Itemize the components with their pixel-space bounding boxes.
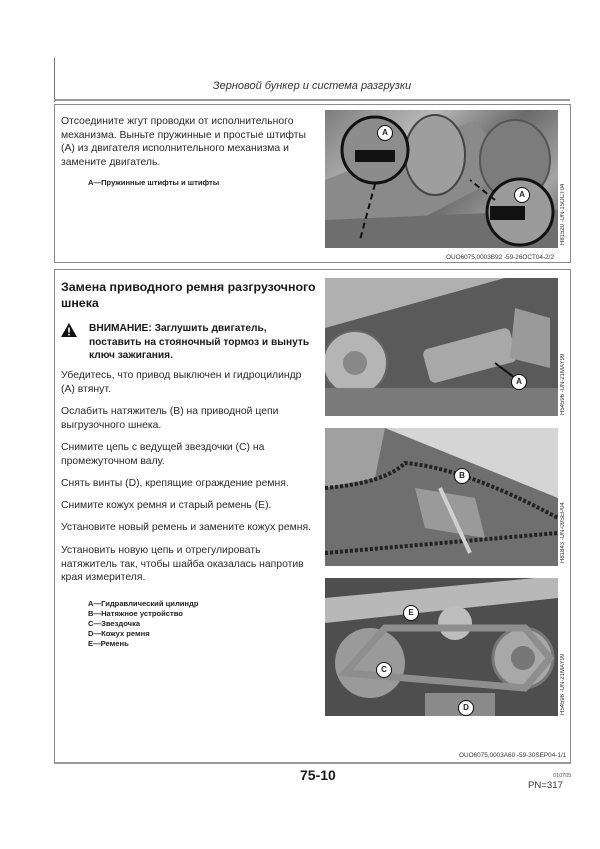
step-5: Снимите кожух ремня и старый ремень (E).	[61, 500, 272, 511]
reference-code: OUO6075,0003B92 -59-26OCT04-2/2	[446, 254, 554, 261]
callout-d: D	[458, 700, 474, 716]
legend-item: A—Гидравлический цилиндр	[88, 599, 199, 608]
step-2: Ослабить натяжитель (B) на приводной цепи выгрузочного шнека.	[61, 406, 279, 431]
legend-item: D—Кожух ремня	[88, 629, 150, 638]
legend-item: B—Натяжное устройство	[88, 609, 183, 618]
step-6: Установите новый ремень и замените кожух ремня.	[61, 522, 312, 533]
section-1-legend-item: A—Пружинные штифты и штифты	[88, 178, 220, 187]
pn-label: PN=317	[528, 780, 563, 791]
warning-text: ВНИМАНИЕ: Заглушить двигатель, поставить на стояночный тормоз и вынуть ключ зажигания.	[89, 323, 310, 361]
figure-hydraulic-cylinder	[325, 278, 558, 416]
callout-c: C	[376, 662, 392, 678]
step-3: Снимите цепь с ведущей звездочки (C) на промежуточном валу.	[61, 442, 265, 467]
footer-code: 010705	[553, 773, 572, 779]
legend-item: C—Звездочка	[88, 619, 141, 628]
figure-id: H81520 -UN-15OCT04	[560, 183, 566, 245]
figure-belt-drive	[325, 578, 558, 716]
callout-b: B	[454, 468, 470, 484]
figure-hydraulic-cylinder-drawing	[325, 278, 558, 416]
callout-a: A	[511, 374, 527, 390]
reference-code: OUO6075,0003A60 -59-30SEP04-1/1	[459, 752, 567, 759]
figure-belt-drive-drawing	[325, 578, 558, 716]
header-rule	[54, 99, 570, 101]
step-4: Снять винты (D), крепящие ограждение ремня.	[61, 478, 289, 489]
warning-triangle-icon	[61, 323, 77, 337]
figure-id: H54596 -UN-21MAY99	[560, 353, 566, 415]
section-heading: Замена приводного ремня разгрузочного шнека	[61, 280, 316, 310]
figure-actuator-motor-drawing	[325, 110, 558, 248]
figure-id: H81843 -UN-09SEP04	[560, 502, 566, 563]
section-1-paragraph: Отсоедините жгут проводки от исполнительного механизма. Выньте пружинные и простые штифты (A) из двигателя исполнительного механизма и замените двигатель.	[61, 116, 306, 168]
step-1: Убедитесь, что привод выключен и гидроцилиндр (A) втянут.	[61, 370, 302, 395]
callout-e: E	[403, 605, 419, 621]
step-7: Установить новую цепь и отрегулировать натяжитель так, чтобы шайба оказалась напротив края измерителя.	[61, 545, 304, 583]
callout-a: A	[377, 125, 393, 141]
section-title: Зерновой бункер и система разгрузки	[212, 80, 412, 92]
figure-chain-tensioner-drawing	[325, 428, 558, 566]
figure-id: H54598 -UN-21MAY99	[560, 653, 566, 715]
page-number: 75-10	[300, 767, 336, 783]
legend-item: E—Ремень	[88, 639, 129, 648]
figure-actuator-motor	[325, 110, 558, 248]
figure-chain-tensioner	[325, 428, 558, 566]
callout-a: A	[514, 187, 530, 203]
